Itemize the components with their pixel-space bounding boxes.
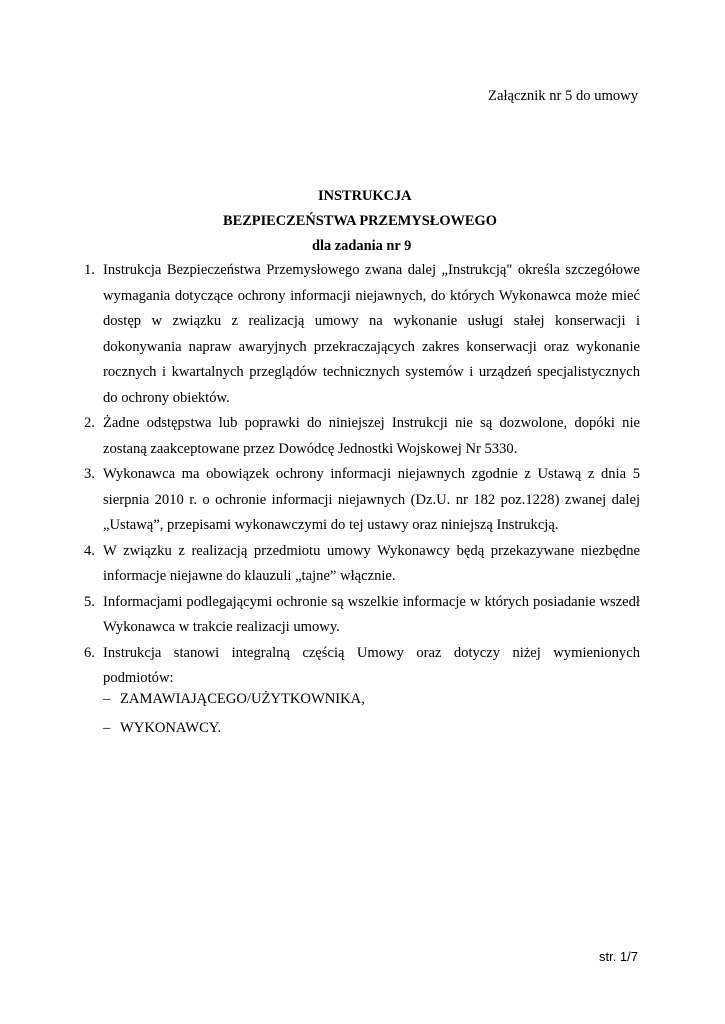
list-item-number: 5.	[84, 593, 95, 610]
list-item-number: 6.	[84, 644, 95, 661]
list-item-text: Informacjami podlegającymi ochronie są wszelkie informacje w których posiadanie wszedł Wykonawca w trakcie realizacji umowy.	[103, 593, 640, 635]
list-item-number: 2.	[84, 415, 95, 431]
list-item	[84, 641, 640, 692]
sub-list-item-text: WYKONAWCY.	[120, 720, 222, 736]
sub-list-item	[103, 716, 221, 742]
document-title	[0, 184, 725, 258]
list-item	[84, 590, 640, 641]
list-item	[84, 258, 640, 411]
list-item	[84, 462, 640, 539]
dash-bullet: –	[103, 691, 111, 707]
title-line-2: BEZPIECZEŃSTWA PRZEMYSŁOWEGO	[223, 212, 497, 229]
title-line-1: INSTRUKCJA	[318, 188, 412, 204]
dash-bullet: –	[103, 720, 111, 736]
annex-label: Załącznik nr 5 do umowy	[488, 88, 638, 104]
list-item-number: 4.	[84, 542, 95, 559]
list-item	[84, 539, 640, 590]
sub-list-item-text: ZAMAWIAJĄCEGO/UŻYTKOWNIKA,	[120, 691, 365, 707]
list-item-text: Żadne odstępstwa lub poprawki do niniejszej Instrukcji nie są dozwolone, dopóki nie zostaną zaakceptowane przez Dowódcę Jednostki Wojskowej Nr 5330.	[103, 415, 640, 457]
list-item	[84, 411, 640, 462]
list-item-text: Instrukcja stanowi integralną częścią Umowy oraz dotyczy niżej wymienionych podmiotów:	[103, 644, 640, 686]
list-item-text: Instrukcja Bezpieczeństwa Przemysłowego zwana dalej „Instrukcją" określa szczegółowe wymagania dotyczące ochrony informacji niejawnych, do których Wykonawca może mieć dostęp w związku z realizacją umowy na wykonanie usługi stałej konserwacji i dokonywania napraw awaryjnych przekraczających zakres konserwacji oraz wykonanie rocznych i kwartalnych przeglądów technicznych systemów i urządzeń specjalistycznych do ochrony obiektów.	[103, 262, 640, 406]
list-item-number: 3.	[84, 466, 95, 482]
list-item-text: W związku z realizacją przedmiotu umowy Wykonawcy będą przekazywane niezbędne informacje niejawne do klauzuli „tajne” włącznie.	[103, 542, 640, 584]
title-line-3: dla zadania nr 9	[312, 237, 412, 254]
numbered-list	[84, 258, 640, 692]
list-item-number: 1.	[84, 262, 95, 278]
list-item-text: Wykonawca ma obowiązek ochrony informacji niejawnych zgodnie z Ustawą z dnia 5 sierpnia 2010 r. o ochronie informacji niejawnych (Dz.U. nr 182 poz.1228) zwanej dalej „Ustawą”, przepisami wykonawczymi do tej ustawy oraz niniejszą Instrukcją.	[103, 466, 640, 533]
sub-list-item	[103, 687, 365, 713]
page-number: str. 1/7	[598, 949, 638, 964]
